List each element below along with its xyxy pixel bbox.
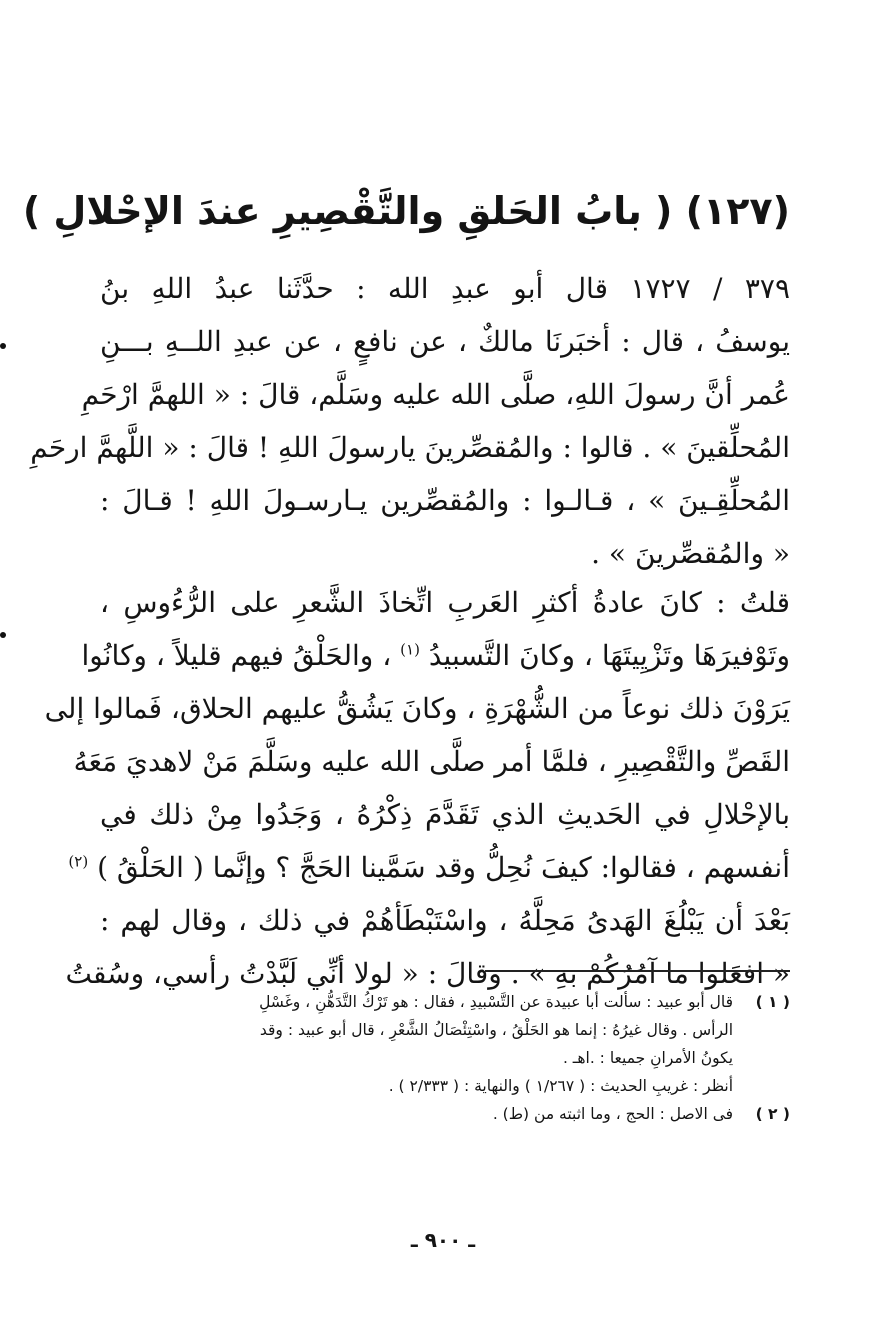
footnotes (120, 988, 790, 1128)
scan-mark (0, 343, 6, 349)
chapter-heading: (١٢٧) ( بابُ الحَلقِ والتَّقْصِيرِ عندَ الإحْلالِ ) (22, 189, 790, 233)
text-line: بَعْدَ أن يَبْلُغَ الهَدىُ مَحِلَّهُ ، واسْتَبْطَأهُمْ في ذلك ، وقال لهم : (100, 904, 790, 937)
commentary-paragraph (44, 576, 791, 1000)
text-line: بالإحْلالِ في الحَديثِ الذي تَقَدَّمَ ذِكْرُهُ ، وَجَدُوا مِنْ ذلك في (100, 798, 791, 831)
text-line: « والمُقصِّرينَ » . (591, 537, 790, 570)
text-line: قلتُ : كانَ عادةُ أكثرِ العَربِ اتِّخاذَ الشَّعرِ على الرُّءُوسِ ، (100, 586, 790, 619)
footnote-text: الرأس . وقال غيرُهُ : إنما هو الحَلْقُ ، واسْتِئْصَالُ الشَّعْرِ ، قال أبو عبيد : وقد (259, 1021, 734, 1039)
footnote-ref-1[interactable]: (١) (400, 640, 420, 659)
text-line: « افعَلوا ما آمُرُكُمْ بهِ » . وقالَ : « لولا أنِّي لَبَّدْتُ رأسي، وسُقتُ (65, 957, 790, 990)
text-line: يَرَوْنَ ذلك نوعاً من الشُّهْرَةِ ، وكانَ يَشُقُّ عليهم الحلاق، فَمالوا إلى (44, 692, 790, 725)
footnote-ref-2[interactable]: (٢) (68, 852, 89, 871)
footnote-line (120, 988, 790, 1016)
footnote-text: فى الاصل : الحج ، وما اثبته من (ط) . (492, 1105, 734, 1123)
text-line: عُمر أنَّ رسولَ اللهِ، صلَّى الله عليه وسَلَّم، قالَ : « اللهمَّ ارْحَمِ (81, 378, 790, 411)
text-line: القَصِّ والتَّقْصِيرِ ، فلمَّا أمر صلَّى الله عليه وسَلَّمَ مَنْ لاهديَ مَعَهُ (73, 745, 790, 778)
page-number: ـ ٩٠٠ ـ (410, 1228, 476, 1252)
text-line: المُحلِّقِـينَ » ، قـالـوا : والمُقصِّرين يـارسـولَ اللهِ ! قـالَ : (100, 484, 790, 517)
text-line: يوسفُ ، قال : أخبَرنَا مالكٌ ، عن نافعٍ ، عن عبدِ اللــهِ بـــنِ (100, 325, 790, 358)
text-line: ٣٧٩ / ١٧٢٧ قال أبو عبدِ الله : حدَّثَنا عبدُ اللهِ بنُ (100, 272, 790, 305)
text-segment: وتَوْفيرَهَا وتَزْيِيتَهَا ، وكانَ التَّسبيدُ (428, 639, 790, 672)
text-line (68, 841, 790, 894)
footnote-text: يكونُ الأمرانِ جميعا : .اهـ . (562, 1049, 734, 1067)
footnote-number: ( ٢ ) (755, 1105, 790, 1123)
hadith-paragraph (30, 262, 790, 580)
footnote-line (120, 1100, 790, 1128)
scan-mark (0, 632, 6, 638)
text-line (81, 629, 790, 682)
footnote-line (120, 1044, 790, 1072)
footnote-line (120, 1072, 790, 1100)
footnote-line (120, 1016, 790, 1044)
footnote-number: ( ١ ) (755, 993, 790, 1011)
text-segment: أنفسهم ، فقالوا: كيفَ نُحِلُّ وقد سَمَّينا الحَجَّ ؟ وإنَّما ( الحَلْقُ ) (97, 851, 790, 884)
text-line: المُحلِّقينَ » . قالوا : والمُقصِّرينَ يارسولَ اللهِ ! قالَ : « اللَّهمَّ ارحَمِ (30, 431, 790, 464)
footnote-separator (485, 970, 790, 972)
footnote-text: قال أبو عبيد : سألت أبا عبيدة عن التَّسْبيدِ ، فقال : هو تَرْكُ التَّدَهُّنِ ، وغَسْلِ (259, 993, 734, 1011)
text-segment: ، والحَلْقُ فيهم قليلاً ، وكانُوا (81, 639, 392, 672)
footnote-text: أنظر : غريبِ الحديث : ( ١/٢٦٧ ) والنهاية : ( ٢/٣٣٣ ) . (388, 1077, 734, 1095)
